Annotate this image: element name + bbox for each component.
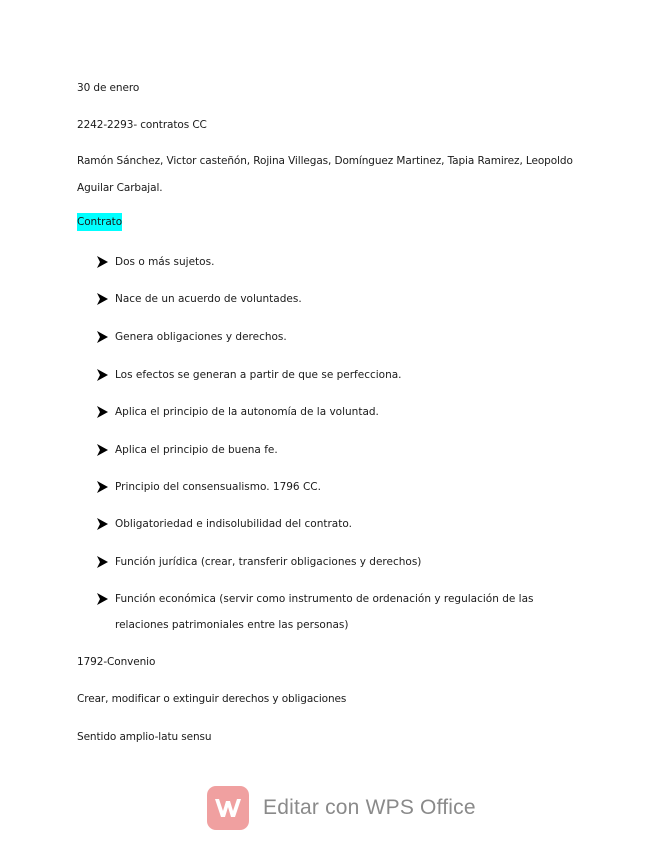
arrow-bullet-icon xyxy=(97,331,108,343)
bullet-item xyxy=(97,444,278,456)
bullet-text: Dos o más sujetos. xyxy=(115,256,215,268)
bullet-item xyxy=(97,518,352,530)
arrow-bullet-icon xyxy=(97,556,108,568)
bullet-item xyxy=(97,481,321,493)
bullet-text: Los efectos se generan a partir de que se perfecciona. xyxy=(115,369,402,381)
articles-line: 2242-2293- contratos CC xyxy=(77,119,207,131)
bullet-text: Función económica (servir como instrumento de ordenación y regulación de las xyxy=(115,593,534,605)
heading-contrato xyxy=(77,216,122,228)
highlighted-heading-text: Contrato xyxy=(77,213,122,231)
bullet-text: Función jurídica (crear, transferir obligaciones y derechos) xyxy=(115,556,422,568)
convenio-line: 1792-Convenio xyxy=(77,656,156,668)
bullet-continuation: relaciones patrimoniales entre las personas) xyxy=(115,619,349,631)
date-line: 30 de enero xyxy=(77,82,140,94)
arrow-bullet-icon xyxy=(97,293,108,305)
arrow-bullet-icon xyxy=(97,518,108,530)
wps-watermark-text: Editar con WPS Office xyxy=(263,796,476,819)
bullet-item xyxy=(97,256,214,268)
arrow-bullet-icon xyxy=(97,369,108,381)
sentido-line: Sentido amplio-latu sensu xyxy=(77,731,212,743)
authors-line-2: Aguilar Carbajal. xyxy=(77,182,163,194)
arrow-bullet-icon xyxy=(97,406,108,418)
bullet-text: Aplica el principio de buena fe. xyxy=(115,444,278,456)
wps-logo-icon xyxy=(207,786,249,830)
bullet-item xyxy=(97,331,287,343)
bullet-item xyxy=(97,293,302,305)
bullet-item xyxy=(97,593,533,605)
bullet-item xyxy=(97,556,421,568)
bullet-item xyxy=(97,406,379,418)
bullet-text: Nace de un acuerdo de voluntades. xyxy=(115,293,302,305)
bullet-text: Aplica el principio de la autonomía de la voluntad. xyxy=(115,406,379,418)
bullet-item xyxy=(97,369,402,381)
bullet-text: Principio del consensualismo. 1796 CC. xyxy=(115,481,321,493)
wps-watermark[interactable] xyxy=(207,786,476,830)
arrow-bullet-icon xyxy=(97,444,108,456)
bullet-text: Genera obligaciones y derechos. xyxy=(115,331,287,343)
authors-line-1: Ramón Sánchez, Victor casteñón, Rojina Villegas, Domínguez Martinez, Tapia Ramirez, Leopoldo xyxy=(77,155,573,167)
arrow-bullet-icon xyxy=(97,593,108,605)
arrow-bullet-icon xyxy=(97,256,108,268)
arrow-bullet-icon xyxy=(97,481,108,493)
convenio-definition: Crear, modificar o extinguir derechos y obligaciones xyxy=(77,693,347,705)
bullet-text: Obligatoriedad e indisolubilidad del contrato. xyxy=(115,518,352,530)
